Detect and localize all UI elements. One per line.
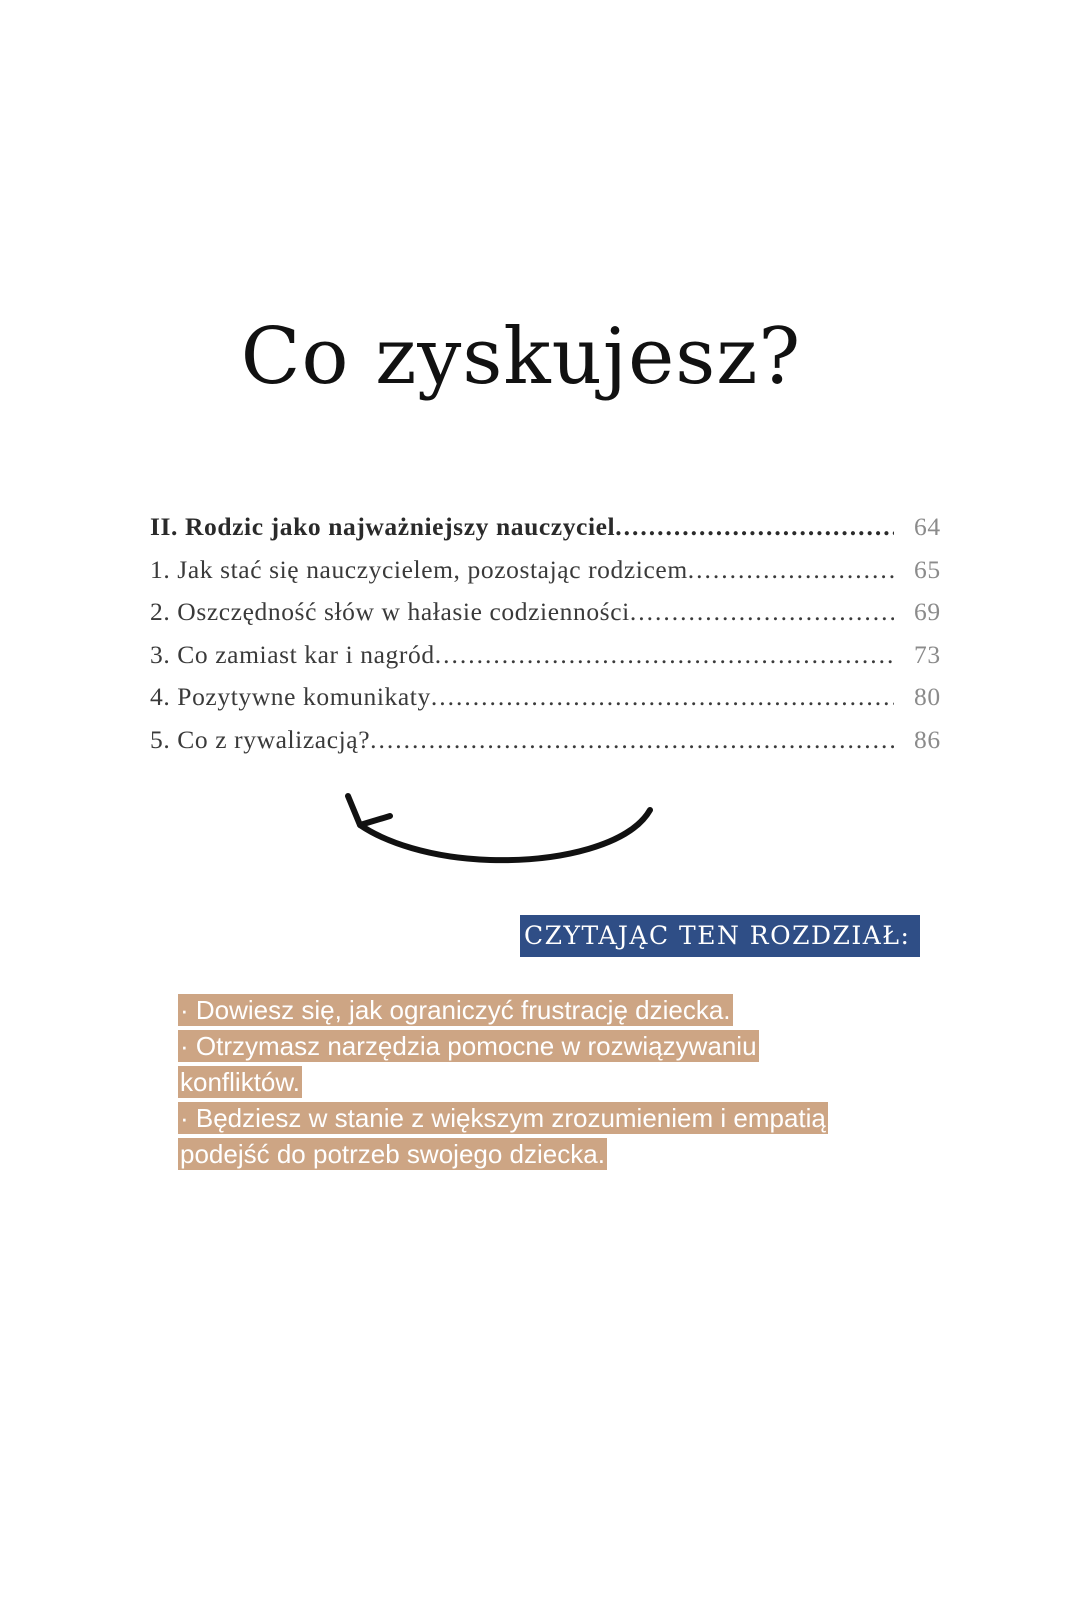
curved-arrow-icon [330, 780, 670, 880]
benefit-line [178, 1100, 918, 1136]
toc-item-page: 80 [914, 682, 941, 711]
benefit-text: · Otrzymasz narzędzia pomocne w rozwiązywaniu [180, 1031, 757, 1061]
toc-item-label: 2. Oszczędność słów w hałasie codzienności [150, 597, 630, 626]
toc-leader-dots [435, 640, 894, 670]
toc-item [150, 725, 950, 768]
toc-leader-dots [630, 597, 894, 627]
toc-item-page: 73 [914, 639, 941, 669]
benefit-text: podejść do potrzeb swojego dziecka. [180, 1139, 605, 1169]
benefit-text: · Będziesz w stanie z większym zrozumieniem i empatią [180, 1103, 826, 1133]
toc-item [150, 640, 950, 683]
toc-item-page: 69 [914, 597, 941, 626]
toc-item-label: 3. Co zamiast kar i nagród [150, 639, 435, 669]
toc-item-page: 86 [914, 724, 941, 754]
toc-item [150, 682, 950, 725]
toc-item-page: 65 [914, 554, 941, 584]
table-of-contents [150, 512, 950, 767]
toc-chapter-heading [150, 512, 950, 555]
toc-item [150, 555, 950, 598]
toc-leader-dots [688, 555, 894, 585]
toc-heading-page: 64 [914, 512, 941, 541]
toc-leader-dots [431, 682, 894, 712]
toc-leader-dots [615, 512, 894, 542]
toc-item-label: 1. Jak stać się nauczycielem, pozostając rodzicem [150, 554, 688, 584]
toc-item [150, 597, 950, 640]
benefit-line [178, 1064, 918, 1100]
benefit-line [178, 1028, 918, 1064]
benefit-text: konfliktów. [180, 1067, 300, 1097]
toc-item-label: 4. Pozytywne komunikaty [150, 682, 431, 711]
toc-item-label: 5. Co z rywalizacją? [150, 724, 371, 754]
benefits-list [178, 992, 918, 1172]
toc-leader-dots [370, 725, 894, 755]
toc-heading-label: II. Rodzic jako najważniejszy nauczyciel [150, 512, 616, 541]
benefit-line [178, 1136, 918, 1172]
page-title: Co zyskujesz? [240, 312, 802, 402]
benefit-text: · Dowiesz się, jak ograniczyć frustrację dziecka. [180, 995, 731, 1025]
benefit-line [178, 992, 918, 1028]
chapter-banner: CZYTAJĄC TEN ROZDZIAŁ: [520, 915, 920, 957]
